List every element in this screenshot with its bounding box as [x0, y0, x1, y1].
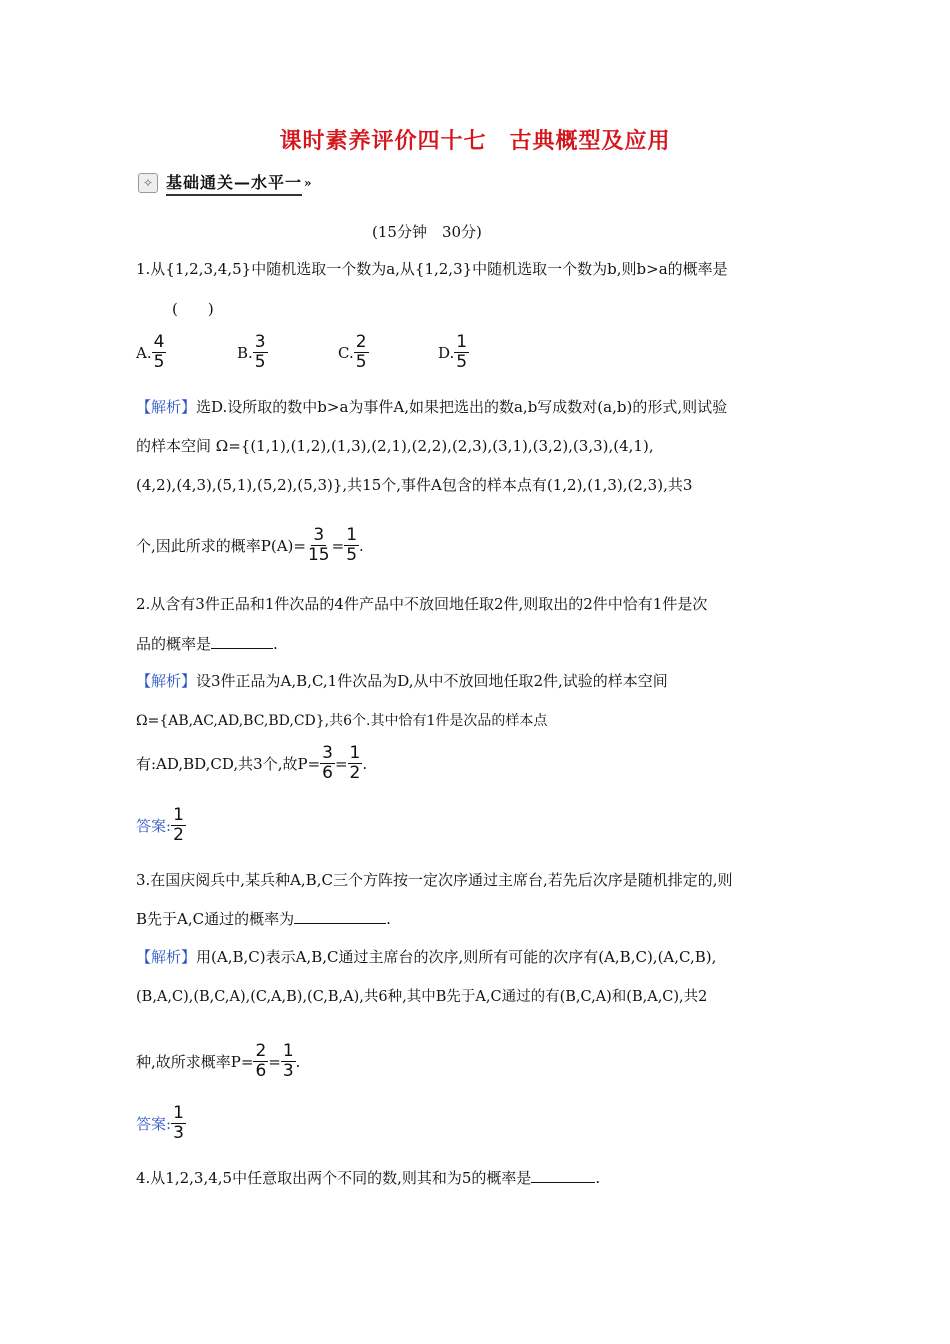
q2-solution-line1: 【解析】设3件正品为A,B,C,1件次品为D,从中不放回地任取2件,试验的样本空间: [136, 672, 668, 690]
fraction: $\frac{4}{5}$: [153, 332, 165, 372]
analysis-tag: 【解析】: [136, 672, 197, 690]
lightbulb-icon: ✧: [138, 173, 158, 193]
answer-blank: [294, 922, 386, 924]
q3-solution-line3: 种,故所求概率P= $\frac{2}{6}$ = $\frac{1}{3}$ .: [136, 1041, 301, 1081]
q2-solution-line3: 有:AD,BD,CD,共3个,故P= $\frac{3}{6}$ = $\frac{1}{2}$ .: [136, 743, 368, 783]
fraction: $\frac{3}{5}$: [254, 332, 266, 372]
answer-blank: [211, 647, 273, 649]
q2-stem-line2: 品的概率是 .: [136, 635, 278, 653]
fraction: $\frac{1}{3}$: [282, 1041, 294, 1081]
q3-stem-line2: B先于A,C通过的概率为 .: [136, 910, 391, 928]
q3-solution-line1: 【解析】用(A,B,C)表示A,B,C通过主席台的次序,则所有可能的次序有(A,B,C),(A,C,B),: [136, 948, 717, 966]
q3-solution-line2: (B,A,C),(B,C,A),(C,A,B),(C,B,A),共6种,其中B先于A,C通过的有(B,C,A)和(B,A,C),共2: [136, 989, 708, 1005]
q1-solution-line2: 的样本空间 Ω={(1,1),(1,2),(1,3),(2,1),(2,2),(2,3),(3,1),(3,2),(3,3),(4,1),: [136, 437, 654, 455]
q1-option-b: B. $\frac{3}{5}$: [237, 332, 266, 372]
q2-stem-line1: 2.从含有3件正品和1件次品的4件产品中不放回地任取2件,则取出的2件中恰有1件是次: [136, 595, 708, 613]
fraction: $\frac{3}{15}$: [307, 525, 330, 565]
q1-stem: 1.从{1,2,3,4,5}中随机选取一个数为a,从{1,2,3}中随机选取一个数为b,则b>a的概率是: [136, 260, 728, 278]
analysis-tag: 【解析】: [136, 948, 197, 966]
q1-option-d: D. $\frac{1}{5}$: [438, 332, 468, 372]
q2-solution-line2: Ω={AB,AC,AD,BC,BD,CD},共6个.其中恰有1件是次品的样本点: [136, 713, 548, 729]
fraction: $\frac{1}{5}$: [346, 525, 358, 565]
fraction: $\frac{2}{6}$: [255, 1041, 267, 1081]
fraction: $\frac{1}{2}$: [173, 805, 184, 845]
q1-solution-line3: (4,2),(4,3),(5,1),(5,2),(5,3)},共15个,事件A包含的样本点有(1,2),(1,3),(2,3),共3: [136, 476, 693, 494]
section-header: [138, 170, 312, 196]
q1-solution-line1: 【解析】选D.设所取的数中b>a为事件A,如果把选出的数a,b写成数对(a,b)的形式,则试验: [136, 398, 728, 416]
analysis-tag: 【解析】: [136, 398, 197, 416]
q2-answer: 答案: $\frac{1}{2}$: [136, 805, 184, 845]
fraction: $\frac{1}{3}$: [173, 1103, 184, 1143]
q3-answer: 答案: $\frac{1}{3}$: [136, 1103, 184, 1143]
q1-paren: ( ): [172, 300, 214, 318]
fraction: $\frac{1}{5}$: [456, 332, 468, 372]
q1-option-a: A. $\frac{4}{5}$: [136, 332, 165, 372]
q1-option-c: C. $\frac{2}{5}$: [338, 332, 367, 372]
q3-stem-line1: 3.在国庆阅兵中,某兵种A,B,C三个方阵按一定次序通过主席台,若先后次序是随机排定的,则: [136, 871, 733, 889]
timing: (15分钟 30分): [372, 223, 482, 241]
double-chevron-icon: »: [304, 176, 312, 190]
fraction: $\frac{1}{2}$: [349, 743, 361, 783]
fraction: $\frac{3}{6}$: [322, 743, 333, 783]
page-title: 课时素养评价四十七 古典概型及应用: [279, 129, 671, 154]
q1-solution-line4: 个,因此所求的概率P(A)= $\frac{3}{15}$ = $\frac{1}{5}$ .: [136, 525, 364, 565]
q4-stem: 4.从1,2,3,4,5中任意取出两个不同的数,则其和为5的概率是 .: [136, 1169, 601, 1187]
fraction: $\frac{2}{5}$: [355, 332, 367, 372]
section-title: 基础通关—水平一: [166, 170, 302, 196]
answer-blank: [531, 1181, 595, 1183]
